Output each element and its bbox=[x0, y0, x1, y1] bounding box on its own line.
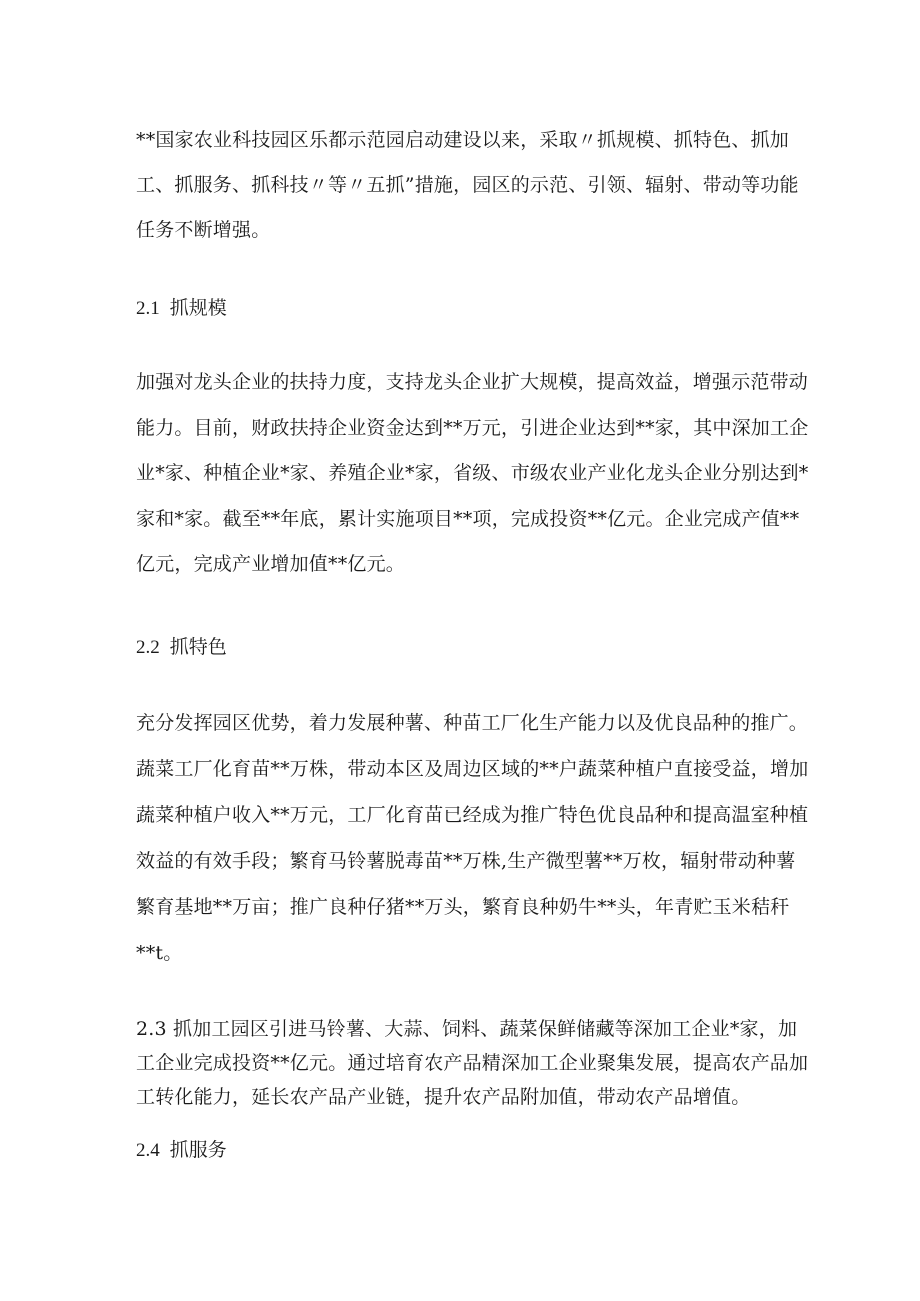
text-line: 能力。目前，财政扶持企业资金达到**万元，引进企业达到**家，其中深加工企 bbox=[136, 416, 809, 439]
section-number: 2.4 bbox=[136, 1140, 160, 1161]
section-title: 抓规模 bbox=[169, 297, 227, 319]
section-2-1-heading bbox=[136, 293, 227, 320]
text-line: 蔬菜工厂化育苗**万株，带动本区及周边区域的**户蔬菜种植户直接受益，增加 bbox=[136, 758, 809, 780]
section-2-2-paragraph bbox=[136, 700, 809, 976]
section-2-3-paragraph bbox=[136, 1012, 809, 1114]
text-line: 效益的有效手段；繁育马铃薯脱毒苗**万株,生产微型薯**万枚，辐射带动种薯 bbox=[136, 850, 796, 872]
text-line: **t。 bbox=[136, 942, 183, 964]
text-line: 2.3 抓加工园区引进马铃薯、大蒜、饲料、蔬菜保鲜储藏等深加工企业*家，加 bbox=[136, 1018, 798, 1040]
text-line: 业*家、种植企业*家、养殖企业*家，省级、市级农业产业化龙头企业分别达到* bbox=[136, 462, 809, 484]
section-2-2-heading bbox=[136, 632, 227, 659]
section-number: 2.2 bbox=[136, 637, 160, 658]
text-line: 家和*家。截至**年底，累计实施项目**项，完成投资**亿元。企业完成产值** bbox=[136, 507, 800, 530]
text-line: 工企业完成投资**亿元。通过培育农产品精深加工企业聚集发展，提高农产品加 bbox=[136, 1052, 809, 1074]
text-line: 蔬菜种植户收入**万元，工厂化育苗已经成为推广特色优良品种和提高温室种植 bbox=[136, 804, 809, 826]
intro-paragraph bbox=[136, 118, 799, 253]
text-line: 充分发挥园区优势，着力发展种薯、种苗工厂化生产能力以及优良品种的推广。 bbox=[136, 712, 809, 734]
section-number: 2.1 bbox=[136, 298, 160, 319]
section-2-4-heading bbox=[136, 1135, 227, 1162]
text-line: 亿元，完成产业增加值**亿元。 bbox=[136, 553, 406, 575]
section-title: 抓特色 bbox=[169, 636, 227, 658]
text-line: 繁育基地**万亩；推广良种仔猪**万头，繁育良种奶牛**头，年青贮玉米秸秆 bbox=[136, 896, 790, 918]
text-line: 工、抓服务、抓科技〃等〃五抓”措施，园区的示范、引领、辐射、带动等功能 bbox=[136, 174, 799, 196]
section-title: 抓服务 bbox=[169, 1139, 227, 1161]
section-2-1-paragraph bbox=[136, 360, 809, 588]
text-line: **国家农业科技园区乐都示范园启动建设以来，采取〃抓规模、抓特色、抓加 bbox=[136, 129, 790, 151]
text-line: 工转化能力，延长农产品产业链，提升农产品附加值，带动农产品增值。 bbox=[136, 1086, 751, 1108]
text-line: 加强对龙头企业的扶持力度，支持龙头企业扩大规模，提高效益，增强示范带动 bbox=[136, 371, 809, 393]
text-line: 任务不断增强。 bbox=[136, 219, 271, 241]
